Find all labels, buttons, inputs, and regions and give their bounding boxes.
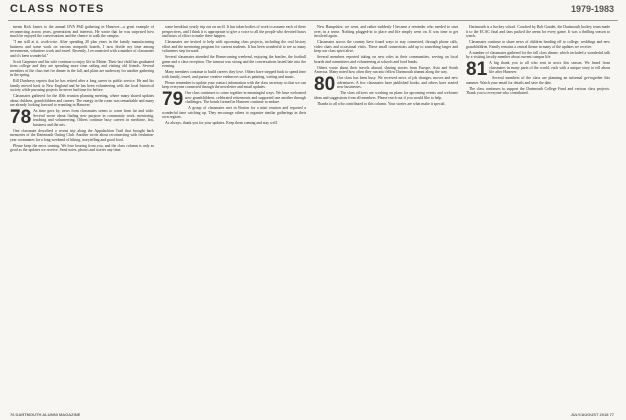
paragraph-text: some breakfast yearly trip out on an ill. It has taken bodies of work to assume each of these perspectives, and I think it is appropriate to give a voice to all the people who devoted hours and hours of effort to make these happen. — [162, 25, 306, 39]
paragraph — [314, 25, 458, 39]
column-3 — [314, 25, 458, 405]
paragraph-text: ments Rick James to the annual DVA PhD gathering in Hanover—a great example of reconnecting across years, generations and interests. He wrote that he was surprised how much he enjoyed the conversations and the chance to walk the campus. — [10, 25, 154, 39]
paragraph — [162, 25, 306, 39]
paragraph-text: Classmates across the country have found ways to stay connected, through phone calls, video chats and occasional visits. These small connections add up to something larger and keep our class spirit alive. — [314, 40, 458, 54]
paragraph — [162, 55, 306, 69]
paragraph — [10, 60, 154, 78]
class-year-drop-cap: 80 — [314, 74, 336, 96]
page-footer — [0, 408, 626, 420]
paragraph-text: Bill Dunleavy reports that he has retired after a long career in public service. He and his family moved back to New England and he has been volunteering with the local historical society while pursuing projects he never had time for before. — [10, 79, 154, 93]
paragraph-text: Several members of the class are planning an informal get-together this summer. Watch your email for details and save the date. — [466, 76, 610, 85]
column-4 — [466, 25, 610, 405]
class-year-drop-cap: 78 — [10, 107, 32, 129]
paragraph — [466, 87, 610, 96]
page-header — [0, 0, 626, 22]
class-year-entry — [162, 89, 306, 111]
paragraph-text: The class continues to support the Dartmouth College Fund and various class projects. Thank you to everyone who contributed. — [466, 86, 610, 96]
paragraph — [162, 40, 306, 54]
text-columns — [10, 25, 616, 405]
paragraph-text: A group of classmates met in Boston for a mini reunion and reported a wonderful time catching up. They encourage others to organize similar gatherings in their own regions. — [162, 106, 306, 120]
paragraph — [314, 55, 458, 64]
class-years: 1979-1983 — [570, 4, 614, 14]
paragraph — [10, 25, 154, 39]
paragraph — [10, 94, 154, 108]
paragraph-text: Our class has been busy. We received news of job changes, moves and new adventures. A few classmates have published books, and others have started new businesses. — [337, 76, 458, 90]
paragraph-text: Several members reported taking on new roles in their communities, serving on local boards and committees and volunteering at schools and food banks. — [314, 55, 458, 64]
section-title: CLASS NOTES — [10, 3, 105, 15]
paragraph-text: Our class continues to come together in meaningful ways. We have welcomed new grandchildren, celebrated retirements and supported one another through challenges. The bonds formed in Hanover continue to endure. — [185, 91, 306, 105]
paragraph-text: Please remember to update your contact information with the class secretary so that we can keep everyone connected through the newsletter and email updates. — [162, 80, 306, 90]
paragraph-text: Thanks to all who contributed to this column. Your stories are what make it special. — [317, 101, 446, 106]
paragraph — [10, 79, 154, 93]
footer-right: JULY/AUGUST 2018 77 — [570, 412, 614, 417]
class-year-entry — [466, 59, 610, 80]
class-year-drop-cap: 81 — [466, 59, 488, 80]
paragraph — [314, 102, 458, 107]
paragraph — [162, 81, 306, 90]
paragraph — [10, 129, 154, 143]
paragraph — [162, 121, 306, 126]
paragraph-text: Dartmouth is a hockey school. Coached by Bob Gaudet, the Dartmouth hockey team made it to the ECAC final and fans packed the arena for every game. It was a thrilling season to watch. — [466, 25, 610, 39]
paragraph-text: As time goes by, news from classmates seems to come from far and wide. Several wrote about finding new purpose in community work, mentoring, teaching and volunteering. Others continue busy careers in medicine, law, business and the arts. — [33, 109, 154, 127]
column-2 — [162, 25, 306, 405]
paragraph-text: Many members continue to build careers they love. Others have stepped back to spend time with family, travel, and pursue creative endeavors such as painting, writing and music. — [162, 70, 306, 79]
paragraph-text: A big thank you to all who sent in news this season. We heard from classmates in many parts of the world, each with a unique story to tell about life after Hanover. — [489, 61, 610, 75]
paragraph — [10, 144, 154, 153]
paragraph — [466, 25, 610, 39]
paragraph-text: One classmate described a recent trip along the Appalachian Trail that brought back memories of the Dartmouth Outing Club. Another wrote about reconnecting with freshman-year roommates for a long weekend of hiking, storytelling and good food. — [10, 128, 154, 142]
header-rule — [8, 20, 618, 21]
paragraph-text: "I am still at it, work-wise. After spending 20 plus years in the family manufacturing business and some work on various nonprofit boards, I now divide my time among investments, volunteer work and travel. Recently, I reconnected with a number of classmates and it's been wonderful." — [10, 40, 154, 58]
paragraph-text: Others wrote about their travels abroad, sharing stories from Europe, Asia and South America. Many noted how often they ran into fellow Dartmouth alumni along the way. — [314, 65, 458, 75]
paragraph — [466, 51, 610, 60]
class-year-entry — [10, 109, 154, 127]
paragraph — [314, 91, 458, 100]
paragraph — [466, 76, 610, 85]
paragraph — [162, 70, 306, 79]
paragraph — [10, 40, 154, 58]
paragraph-text: New Hampshire, we went, and rather suddenly I became a reminder who needed to start over, in a sense. Nothing plugged-in to place and life simply went on. It was time to get involved again. — [314, 25, 458, 39]
paragraph — [466, 40, 610, 49]
paragraph-text: A number of classmates gathered for the fall class dinner, which included a wonderful talk by a visiting faculty member about current campus life. — [466, 50, 610, 60]
paragraph — [314, 40, 458, 54]
paragraph-text: Several classmates attended the Homecoming weekend, enjoying the bonfire, the football game and a class reception. The turnout was strong and the conversations lasted late into the evening. — [162, 55, 306, 69]
column-1 — [10, 25, 154, 405]
paragraph-text: Classmates gathered for the 40th reunion planning meeting, where many shared updates about children, grandchildren and careers. The energy in the room was remarkable and many are already looking forward to reuniting in Hanover. — [10, 94, 154, 108]
paragraph-text: Classmates are invited to help with upcoming class projects, including the oral history effort and the mentoring program for current students. It has been wonderful to see so many volunteers step forward. — [162, 40, 306, 54]
paragraph — [314, 66, 458, 75]
footer-left: 76 DARTMOUTH ALUMNI MAGAZINE — [10, 412, 81, 417]
class-year-drop-cap: 79 — [162, 89, 184, 111]
paragraph — [162, 106, 306, 120]
paragraph-text: The class officers are working on plans for upcoming events and welcome ideas and suggestions from all members. Please reach out if you would like to help. — [314, 91, 458, 100]
paragraph-text: Scott Carpenter and his wife continue to enjoy life in Maine. Their last child has graduated from college and they are spending more time sailing and visiting old friends. Several members of the class met for dinner in the fall, and plans are underway for another gathering in the spring. — [10, 59, 154, 78]
paragraph-text: Please keep the news coming. We love hearing from you, and the class column is only as good as the updates we receive. Send notes, photos and stories any time. — [10, 143, 154, 153]
paragraph-text: As always, thank you for your updates. Keep them coming and stay well. — [165, 121, 278, 126]
paragraph-text: Classmates continue to share news of children heading off to college, weddings and new grandchildren. Family remains a central theme in many of the updates we receive. — [466, 40, 610, 49]
